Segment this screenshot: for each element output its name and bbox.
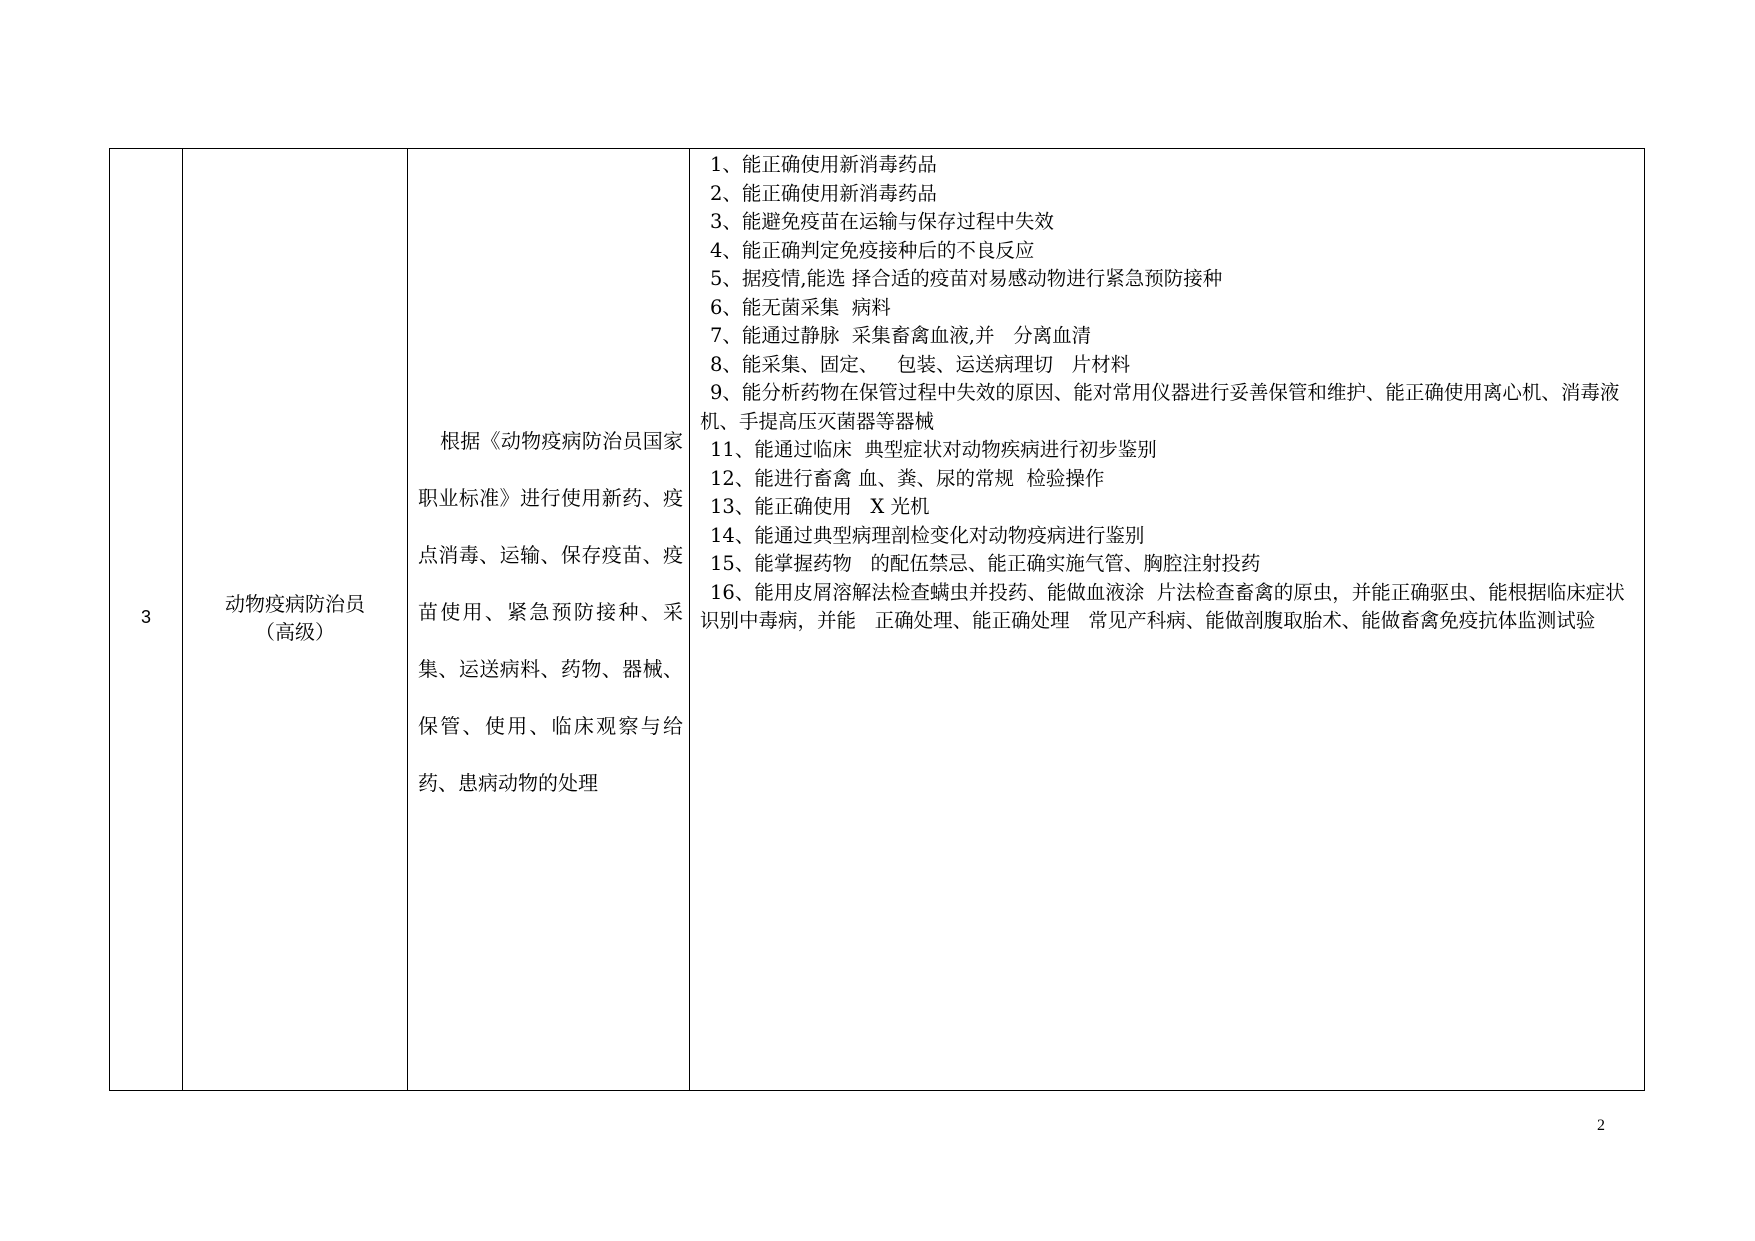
requirement-item: 15、能掌握药物 的配伍禁忌、能正确实施气管、胸腔注射投药 [710,552,1261,575]
requirement-item: 5、据疫情,能选 择合适的疫苗对易感动物进行紧急预防接种 [710,267,1223,290]
requirement-item: 7、能通过静脉 采集畜禽血液,并 分离血清 [710,324,1092,347]
seq-number: 3 [140,607,151,627]
requirements-list [700,151,1638,636]
requirement-item: 11、能通过临床 典型症状对动物疾病进行初步鉴别 [710,438,1157,461]
basis-text: 根据《动物疫病防治员国家职业标准》进行使用新药、疫点消毒、运输、保存疫苗、疫苗使用、紧急预防接种、采集、运送病料、药物、器械、保管、使用、临床观察与给药、患病动物的处理 [418,429,683,795]
basis-cell [408,149,690,1090]
requirement-item: 6、能无菌采集 病料 [710,295,891,319]
requirement-item: 2、能正确使用新消毒药品 [710,181,937,205]
requirement-item: 9、能分析药物在保管过程中失效的原因、能对常用仪器进行妥善保管和维护、能正确使用离心机、消毒液机、手提高压灭菌器等器械 [700,381,1620,433]
requirement-item: 8、能采集、固定、 包装、运送病理切 片材料 [710,352,1131,376]
requirement-item: 3、能避免疫苗在运输与保存过程中失效 [710,210,1054,233]
seq-cell [110,149,183,1090]
training-table [109,148,1645,1091]
occupation-level: （高级） [255,620,335,644]
page-number: 2 [1597,1117,1605,1134]
requirement-item: 4、能正确判定免疫接种后的不良反应 [710,238,1035,262]
occupation-name-line1: 动物疫病防治员 [225,592,365,616]
requirements-cell [690,149,1644,1090]
requirement-item: 13、能正确使用 X 光机 [710,495,930,518]
occupation-cell [183,149,408,1090]
requirement-item: 1、能正确使用新消毒药品 [710,153,937,176]
requirement-item: 14、能通过典型病理剖检变化对动物疫病进行鉴别 [710,523,1145,547]
occupation-name [183,590,407,646]
requirement-item: 12、能进行畜禽 血、粪、尿的常规 检验操作 [710,466,1105,490]
requirement-item: 16、能用皮屑溶解法检查螨虫并投药、能做血液涂 片法检查畜禽的原虫，并能正确驱虫、能根据临床症状 识别中毒病，并能 正确处理、能正确处理 常见产科病、能做剖腹取胎术、能做畜禽免疫抗体监测试验 [700,580,1638,632]
